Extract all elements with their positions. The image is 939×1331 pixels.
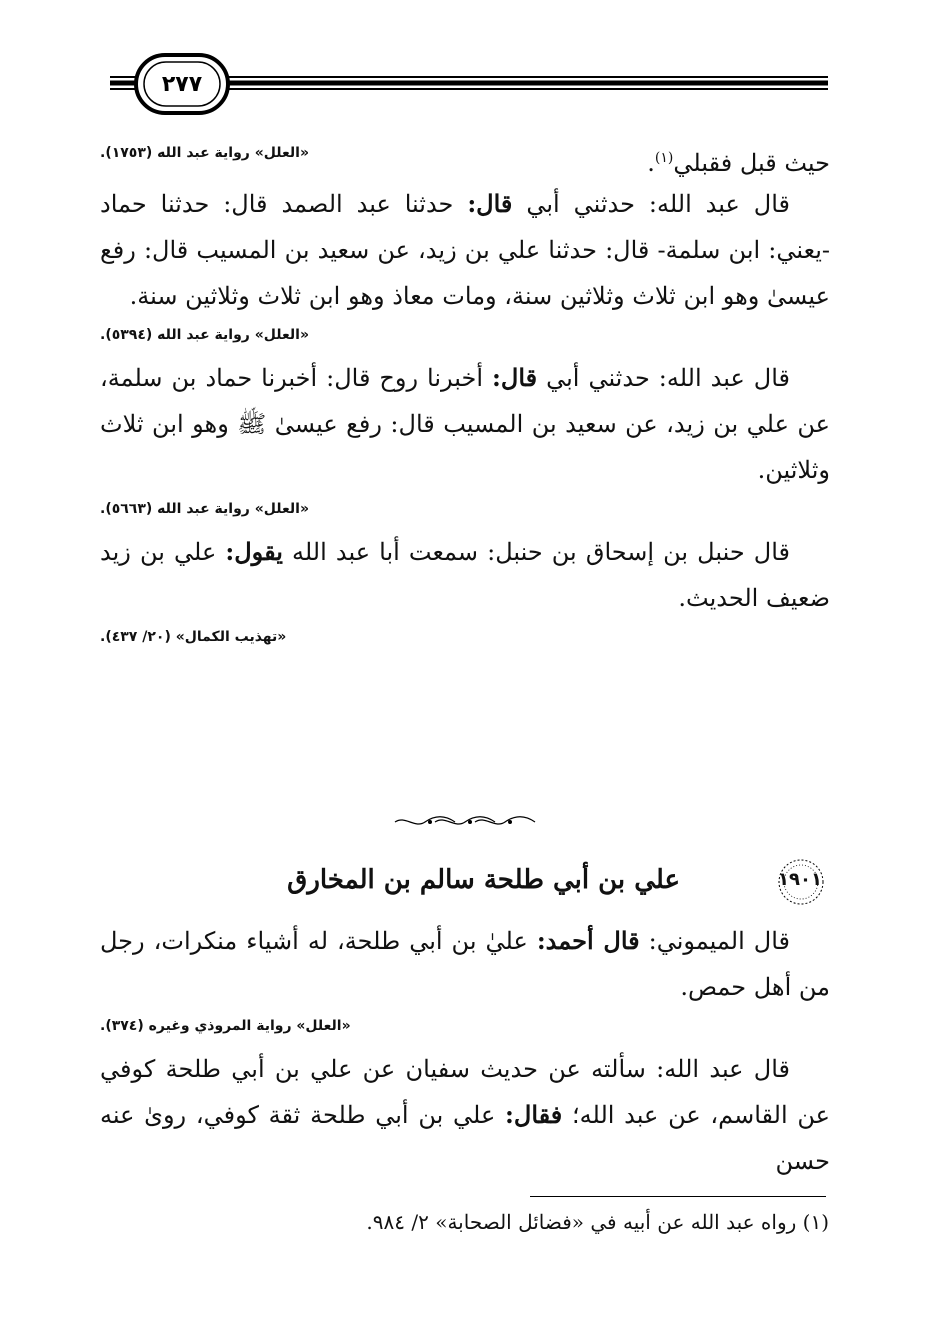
narration-3-rest: علي بن زيد ضعيف الحديث. [100,538,830,612]
footnote-rule [530,1196,826,1197]
main-text-block [100,135,830,657]
footnote-text: رواه عبد الله عن أبيه في «فضائل الصحابة» ٢/ ٩٨٤. [366,1210,803,1234]
entry-title: علي بن أبي طلحة سالم بن المخارق [287,865,680,895]
page-number: ٢٧٧ [161,72,203,97]
opening-line-text: حيث قبل فقبلي [673,149,830,177]
opening-line [647,135,830,186]
entry-source-citation-1: «العلل» رواية المروذي وغيره (٣٧٤). [100,1018,351,1034]
entry-para-1-rest: عليٰ بن أبي طلحة، له أشياء منكرات، رجل من أهل حمص. [100,927,830,1001]
source-citation-2: «العلل» رواية عبد الله (٥٣٩٤). [100,327,309,343]
narration-paragraph-1 [100,181,830,319]
footnote-marker: (١) [802,1210,829,1234]
source-citation-1: «العلل» رواية عبد الله (١٧٥٣). [100,145,309,161]
first-row [100,135,830,181]
source-citation-3: «العلل» رواية عبد الله (٥٦٦٣). [100,501,309,517]
separator-ornament [390,813,540,831]
narration-paragraph-3 [100,529,830,621]
entry-text-block [100,918,830,1184]
narration-3-prefix: قال حنبل بن إسحاق بن حنبل: سمعت أبا عبد الله [282,538,790,566]
narration-1-rest: حدثنا عبد الصمد قال: حدثنا حماد -يعني: ابن سلمة- قال: حدثنا علي بن زيد، عن سعيد بن المسيب قال: رفع عيسىٰ وهو ابن ثلاث وثلاثين سنة، ومات معاذ وهو ابن ثلاث وثلاثين سنة. [100,190,830,310]
footnote [366,1210,829,1234]
entry-para-2-rest: علي بن أبي طلحة ثقة كوفي، رویٰ عنه حسن [100,1101,830,1175]
header-rule [0,0,939,140]
narration-2-rest: أخبرنا روح قال: أخبرنا حماد بن سلمة، عن علي بن زيد، عن سعيد بن المسيب قال: رفع عيسىٰ ﷺ وهو ابن ثلاث وثلاثين. [100,364,830,484]
opening-line-end: . [647,149,655,177]
narration-2-prefix: قال عبد الله: حدثني أبي [537,364,791,392]
narration-2-bold: قال: [492,363,538,392]
entry-para-2-bold: فقال: [505,1100,563,1129]
narration-1-prefix: قال عبد الله: حدثني أبي [512,190,790,218]
entry-paragraph-2 [100,1046,830,1184]
page-header [0,0,939,140]
entry-paragraph-1 [100,918,830,1010]
entry-para-1-bold: قال أحمد: [536,926,640,955]
entry-number: ١٩٠١ [778,869,822,890]
footnote-ref: (١) [654,150,674,166]
entry-para-1-prefix: قال الميموني: [639,927,790,955]
narration-3-bold: يقول: [225,537,283,566]
entry-para-2-prefix: قال عبد الله: سألته عن حديث سفيان عن علي بن أبي طلحة كوفي عن القاسم، عن عبد الله؛ [100,1055,830,1129]
source-citation-4: «تهذيب الكمال» (٢٠/ ٤٣٧). [100,629,287,645]
narration-1-bold: قال: [467,189,513,218]
entry-heading [100,855,830,915]
narration-paragraph-2 [100,355,830,493]
